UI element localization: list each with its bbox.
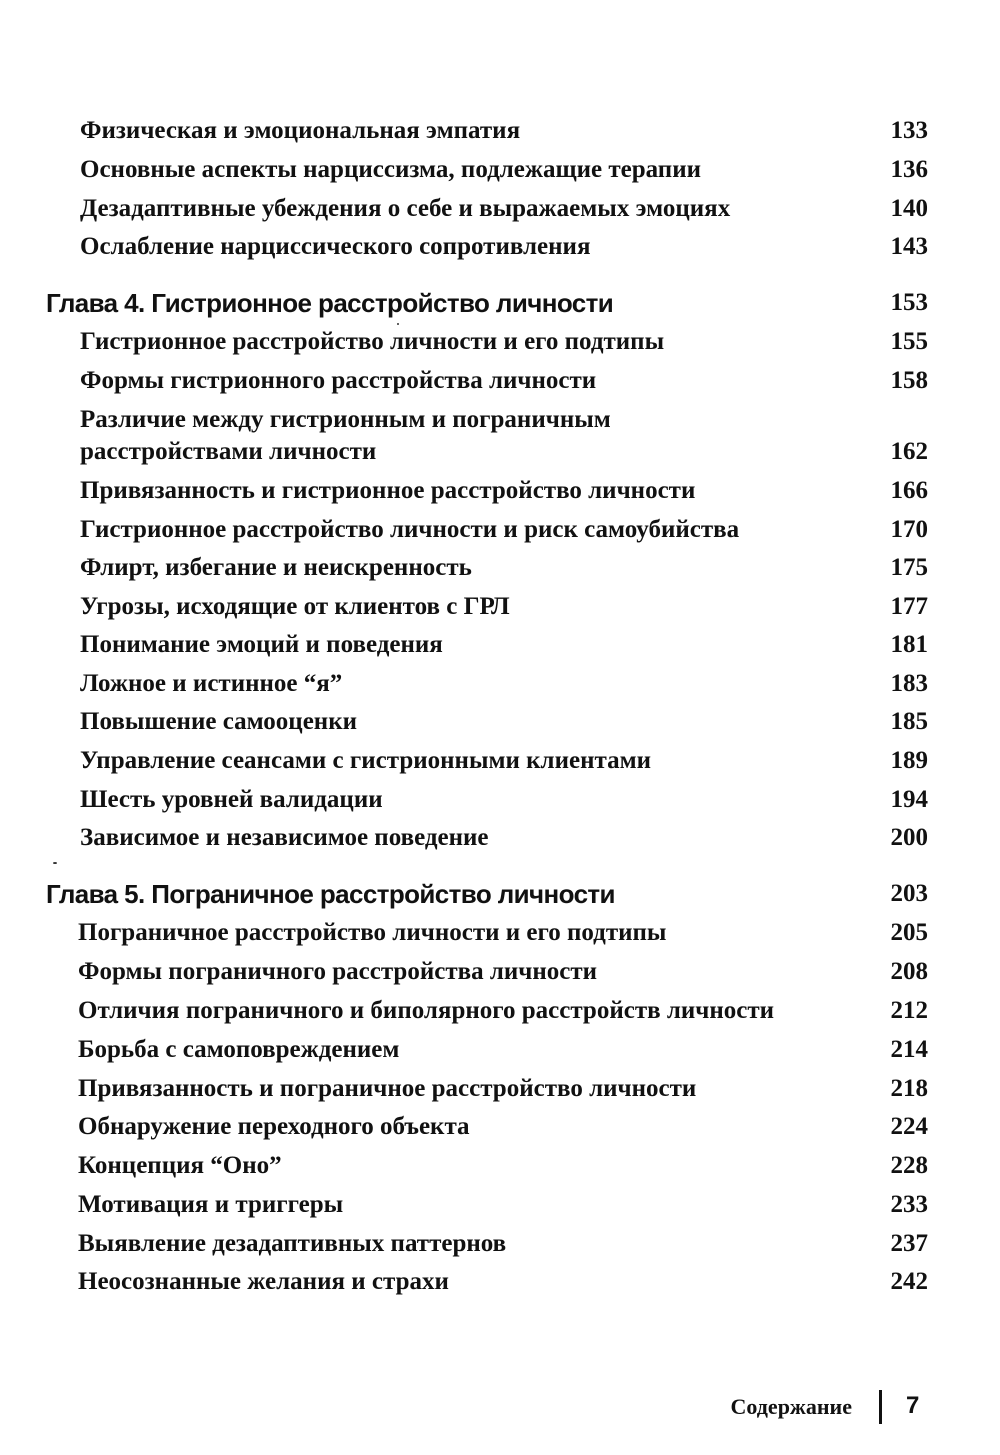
toc-entry-page: 155 [890, 328, 928, 355]
toc-entry-page: 242 [890, 1268, 928, 1295]
print-speck [53, 862, 57, 864]
toc-entry-title: Неосознанные желания и страхи [78, 1268, 449, 1295]
toc-entry-title: Отличия пограничного и биполярного расстройств личности [78, 997, 775, 1024]
toc-entry-title: Выявление дезадаптивных паттернов [78, 1230, 507, 1257]
toc-entry-title: Основные аспекты нарциссизма, подлежащие терапии [80, 156, 702, 183]
toc-entry-page: 140 [890, 195, 928, 222]
toc-entry-title: Привязанность и пограничное расстройство личности [78, 1075, 697, 1102]
toc-entry-title: Ложное и истинное “я” [80, 670, 343, 697]
toc-entry-page: 143 [890, 233, 928, 260]
toc-entry-page: 200 [890, 824, 928, 851]
toc-entry-page: 224 [890, 1113, 928, 1140]
toc-entry-page: 162 [890, 438, 928, 465]
toc-entry-page: 136 [890, 156, 928, 183]
toc-entry-title: Различие между гистрионным и пограничным [80, 406, 611, 433]
toc-entry-page: 233 [890, 1191, 928, 1218]
toc-entry-title: Пограничное расстройство личности и его подтипы [78, 919, 667, 946]
toc-entry-page: 183 [890, 670, 928, 697]
toc-entry-page: 181 [890, 631, 928, 658]
toc-entry-page: 237 [890, 1230, 928, 1257]
toc-entry-title: Формы пограничного расстройства личности [78, 958, 598, 985]
toc-entry-page: 133 [890, 117, 928, 144]
toc-entry-title: Понимание эмоций и поведения [80, 631, 443, 658]
toc-entry-title: Привязанность и гистрионное расстройство личности [80, 477, 696, 504]
toc-chapter-page: 153 [890, 289, 928, 316]
toc-entry-title: Обнаружение переходного объекта [78, 1113, 470, 1140]
footer-section-label: Содержание [730, 1394, 852, 1419]
toc-entry-title: Концепция “Оно” [78, 1152, 282, 1179]
toc-entry-page: 185 [890, 708, 928, 735]
toc-entry-page: 177 [890, 593, 928, 620]
toc-entry-title: Формы гистрионного расстройства личности [80, 367, 597, 394]
toc-chapter-title: Глава 4. Гистрионное расстройство личности [46, 288, 614, 318]
toc-entry-page: 214 [890, 1036, 928, 1063]
footer-page-number: 7 [906, 1392, 920, 1419]
toc-entry-title: Управление сеансами с гистрионными клиентами [80, 747, 651, 774]
toc-entry-title: Шесть уровней валидации [80, 786, 383, 813]
toc-entry-title: расстройствами личности [80, 438, 377, 465]
toc-entry-page: 175 [890, 554, 928, 581]
toc-entry-title: Борьба с самоповреждением [78, 1036, 400, 1063]
toc-chapter-page: 203 [890, 880, 928, 907]
toc-entry-title: Флирт, избегание и неискренность [80, 554, 472, 581]
toc-entry-title: Гистрионное расстройство личности и риск самоубийства [80, 516, 740, 543]
toc-chapter-title: Глава 5. Пограничное расстройство личности [46, 879, 615, 909]
toc-entry-page: 212 [890, 997, 928, 1024]
toc-entry-title: Ослабление нарциссического сопротивления [80, 233, 591, 260]
footer-divider [879, 1390, 882, 1424]
toc-entry-title: Повышение самооценки [80, 708, 358, 735]
toc-entry-title: Зависимое и независимое поведение [80, 824, 489, 851]
toc-entry-title: Гистрионное расстройство личности и его подтипы [80, 328, 665, 355]
toc-entry-title: Мотивация и триггеры [78, 1191, 344, 1218]
toc-entry-page: 205 [890, 919, 928, 946]
toc-entry-page: 158 [890, 367, 928, 394]
page-footer [0, 1390, 1000, 1430]
toc-entry-title: Дезадаптивные убеждения о себе и выражаемых эмоциях [80, 195, 731, 222]
toc-entry-page: 194 [890, 786, 928, 813]
toc-entry-page: 218 [890, 1075, 928, 1102]
toc-entry-page: 228 [890, 1152, 928, 1179]
toc-entry-title: Физическая и эмоциональная эмпатия [80, 117, 521, 144]
toc-entry-page: 208 [890, 958, 928, 985]
toc-entry-title: Угрозы, исходящие от клиентов с ГРЛ [80, 593, 510, 620]
toc-entry-page: 170 [890, 516, 928, 543]
toc-entry-page: 189 [890, 747, 928, 774]
toc-entry-page: 166 [890, 477, 928, 504]
print-speck [397, 323, 399, 325]
